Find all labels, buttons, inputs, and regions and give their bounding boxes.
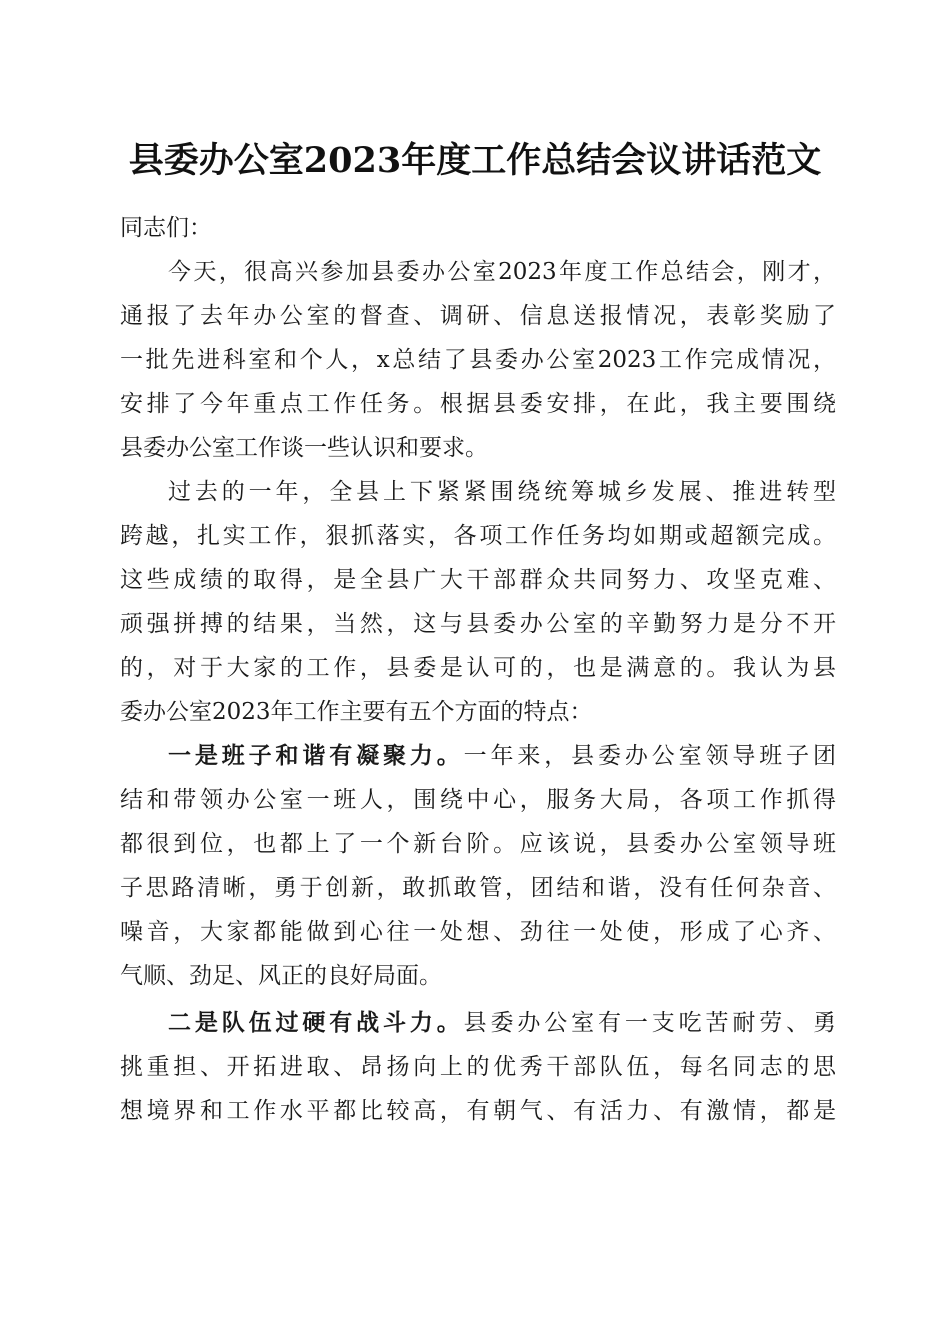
text-line: 过去的一年，全县上下紧紧围绕统筹城乡发展、推进转型 xyxy=(168,479,836,505)
intro-section xyxy=(120,206,836,734)
text-line: 顽强拼搏的结果，当然，这与县委办公室的辛勤努力是分不开 xyxy=(120,611,836,637)
text-line: 委办公室2023年工作主要有五个方面的特点： xyxy=(120,699,593,725)
point-one-first-line xyxy=(120,734,836,778)
text-line: 都很到位，也都上了一个新台阶。应该说，县委办公室领导班 xyxy=(120,831,836,857)
point-two-first-line xyxy=(120,1001,836,1045)
text-line: 这些成绩的取得，是全县广大干部群众共同努力、攻坚克难、 xyxy=(120,567,836,593)
text-line: 想境界和工作水平都比较高，有朝气、有活力、有激情，都是 xyxy=(120,1098,836,1124)
text-line: 噪音，大家都能做到心往一处想、劲往一处使，形成了心齐、 xyxy=(120,919,836,945)
point-one-paragraph xyxy=(120,734,836,998)
text-line: 结和带领办公室一班人，围绕中心，服务大局，各项工作抓得 xyxy=(120,787,836,813)
text-line: 跨越，扎实工作，狠抓落实，各项工作任务均如期或超额完成。 xyxy=(120,523,836,549)
text-line: 通报了去年办公室的督查、调研、信息送报情况，表彰奖励了 xyxy=(120,303,836,329)
text-line: 今天，很高兴参加县委办公室2023年度工作总结会，刚才， xyxy=(168,259,836,285)
text-line: 县委办公室工作谈一些认识和要求。 xyxy=(120,435,488,461)
document-title: 县委办公室2023年度工作总结会议讲话范文 xyxy=(128,140,822,181)
point-one-first-text: 一年来，县委办公室领导班子团 xyxy=(463,743,836,769)
document-body xyxy=(120,206,836,1133)
text-line: 挑重担、开拓进取、昂扬向上的优秀干部队伍，每名同志的思 xyxy=(120,1054,836,1080)
salutation: 同志们： xyxy=(120,215,212,241)
text-line: 子思路清晰，勇于创新，敢抓敢管，团结和谐，没有任何杂音、 xyxy=(120,875,836,901)
text-line: 一批先进科室和个人，x总结了县委办公室2023工作完成情况， xyxy=(120,347,836,373)
text-line: 的，对于大家的工作，县委是认可的，也是满意的。我认为县 xyxy=(120,655,836,681)
text-line: 气顺、劲足、风正的良好局面。 xyxy=(120,963,442,989)
point-two-first-text: 县委办公室有一支吃苦耐劳、勇 xyxy=(463,1010,836,1036)
point-one-heading: 一是班子和谐有凝聚力。 xyxy=(168,742,464,769)
point-two-heading: 二是队伍过硬有战斗力。 xyxy=(168,1009,464,1036)
point-two-paragraph xyxy=(120,1001,836,1133)
text-line: 安排了今年重点工作任务。根据县委安排，在此，我主要围绕 xyxy=(120,391,836,417)
